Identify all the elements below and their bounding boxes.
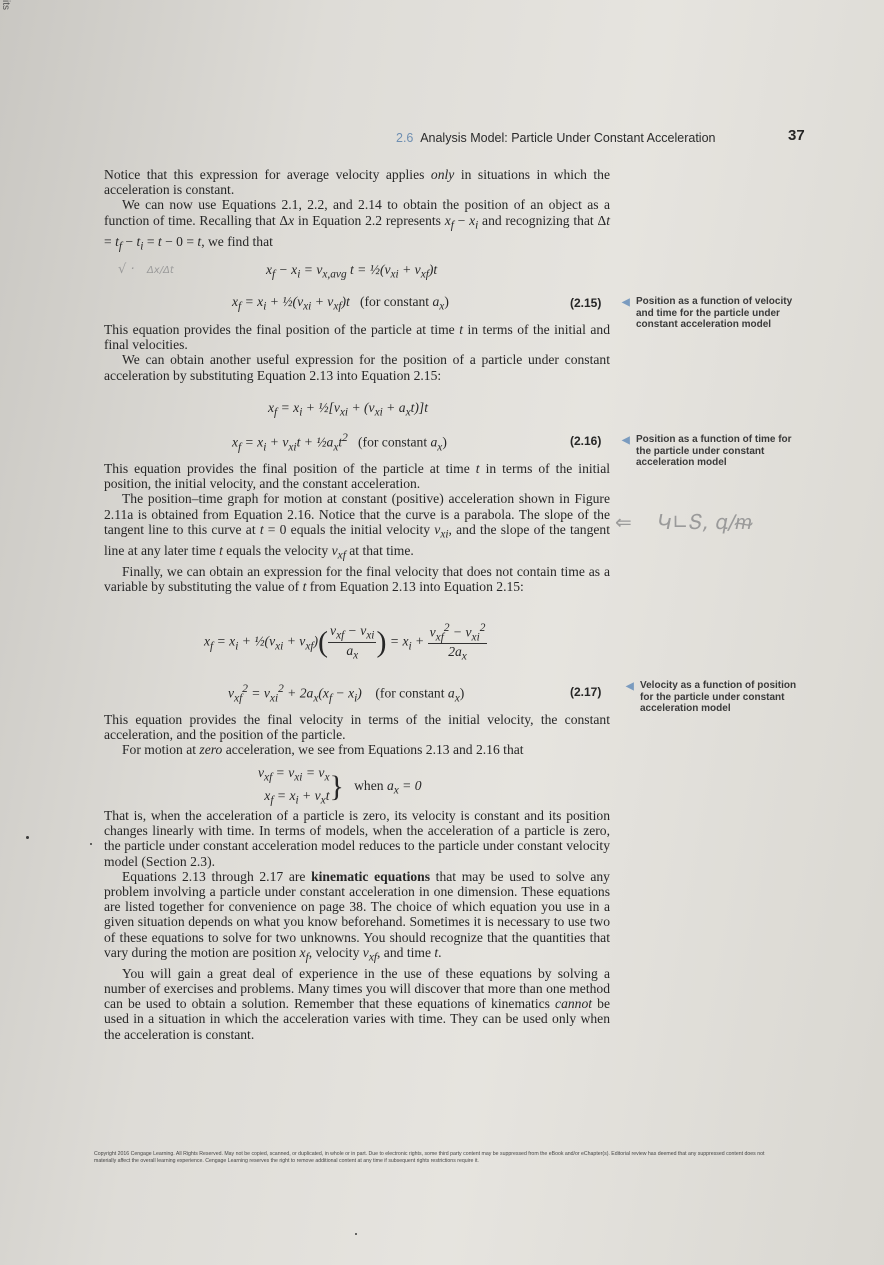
margin-note-position-velocity-time: [622, 296, 796, 331]
paragraph: This equation provides the final position of the particle at time t in terms of the initial and final velocities.: [104, 322, 610, 353]
copyright-footer: Copyright 2016 Cengage Learning. All Rights Reserved. May not be copied, scanned, or duplicated, in whole or in part. Due to electronic rights, some third party content may be suppressed from the eBook and/or eChapter(s). Editorial review has deemed that any suppressed content does not materially affect the overall learning experience. Cengage Learning reserves the right to remove additional content at any time if subsequent rights restrictions require it.: [94, 1151, 765, 1164]
speck: [90, 843, 92, 845]
paragraph: The position–time graph for motion at constant (positive) acceleration shown in Figure 2.11a is obtained from Equation 2.16. Notice that the curve is a parabola. The slope of the tangent line to this curve at t = 0 equals the initial velocity $v_{xi}$, and the slope of the tangent line at any later time t equals the velocity $v_{xf}$ at that time.: [104, 491, 610, 562]
margin-note-position-time: [622, 434, 796, 469]
text-block-2: [104, 322, 610, 383]
triangle-marker-icon: ◀: [626, 681, 634, 692]
margin-note-text: Position as a function of velocity and time for the particle under constant acceleration model: [636, 296, 793, 330]
equation-2-17: $v_{xf}^2 = v_{xi}^2 + 2a_x(x_f - x_i)$ (for constant $a_x$): [228, 683, 465, 705]
text-block-1: [104, 167, 610, 254]
margin-index: its: [0, 0, 11, 10]
equation-2-16: $x_f = x_i + v_{xi}t$ + $\frac{1}{2}a_xt^2$ (for constant $a_x$): [232, 432, 447, 454]
pencil-scribble: √ · Δx/Δt: [118, 262, 174, 277]
speck: [355, 1233, 357, 1235]
section-title: Analysis Model: Particle Under Constant Acceleration: [420, 131, 716, 145]
triangle-marker-icon: ◀: [622, 297, 630, 308]
paragraph: We can now use Equations 2.1, 2.2, and 2.14 to obtain the position of an object as a function of time. Recalling that Δx in Equation 2.2 represents $x_f - x_i$ and recognizing that $\Delta t = t_f - t_i = t - 0 = t$, we find that: [104, 197, 610, 253]
margin-note-velocity-position: [626, 680, 800, 715]
equation-number-2-17: (2.17): [570, 685, 602, 699]
speck: [26, 836, 29, 839]
paragraph: You will gain a great deal of experience in the use of these equations by solving a number of exercises and problems. Many times you will discover that more than one method can be used to obtain a solution. Remember that these equations of kinematics cannot be used in a situation in which the acceleration varies with time. They can be used only when the acceleration is constant.: [104, 965, 610, 1042]
paragraph: Equations 2.13 through 2.17 are kinematic equations that may be used to solve any problem involving a particle under constant acceleration in one dimension. These equations are listed together for convenience on page 38. The choice of which equation you use in a given situation depends on what you know beforehand. Sometimes it is necessary to use two of these equations to solve for two unknowns. You should recognize that the quantities that vary during the motion are position $x_f$, velocity $v_{xf}$, and time t.: [104, 868, 610, 964]
paragraph: For motion at zero acceleration, we see from Equations 2.13 and 2.16 that: [122, 742, 524, 758]
paragraph: Notice that this expression for average velocity applies only in situations in which the acceleration is constant.: [104, 167, 610, 198]
equation-2-15: $x_f = x_i$ + $\frac{1}{2}(v_{xi} + v_{xf})t$ (for constant $a_x$): [232, 294, 449, 313]
margin-note-text: Velocity as a function of position for the particle under constant acceleration model: [640, 680, 797, 714]
running-header: [396, 131, 715, 145]
text-block-3: [104, 461, 610, 594]
triangle-marker-icon: ◀: [622, 435, 630, 446]
paragraph: That is, when the acceleration of a particle is zero, its velocity is constant and its position changes linearly with time. In terms of models, when the acceleration of a particle is zero, the particle under constant acceleration model reduces to the particle under constant velocity model (Section 2.3).: [104, 808, 610, 869]
equation-zero-acceleration: $v_{xf} = v_{xi} = v_x$ $x_f = x_i + v_xt$ } when $a_x = 0$: [258, 765, 422, 807]
paragraph: This equation provides the final velocity in terms of the initial velocity, the constant acceleration, and the position of the particle.: [104, 712, 610, 743]
page-number: 37: [788, 127, 805, 144]
margin-note-text: Position as a function of time for the particle under constant acceleration model: [636, 434, 792, 468]
paragraph: Finally, we can obtain an expression for the final velocity that does not contain time as a variable by substituting the value of t from Equation 2.13 into Equation 2.15:: [104, 563, 610, 594]
pencil-scribble: ⇐ Կ∟Տ, գ∕ᵯ: [615, 510, 752, 534]
paragraph: We can obtain another useful expression for the position of a particle under constant acceleration by substituting Equation 2.13 into Equation 2.15:: [104, 352, 610, 383]
section-number: 2.6: [396, 131, 414, 145]
equation-eliminate-time: $x_f = x_i$ + $\frac{1}{2}(v_{xi} + v_{xf})$( $\frac{v_{xf} - v_{xi}}{a_x}$ ) = $x_i$ + $\frac{v_{xf}^2 - v_{xi}^2}{2a_x}$: [204, 622, 486, 663]
equation-substitution: $x_f = x_i$ + $\frac{1}{2}[v_{xi} + (v_{xi} + a_xt)]t$: [268, 400, 428, 419]
equation-average-velocity: $x_f - x_i = v_{x,avg}$ $t = \frac{1}{2}(v_{xi} + v_{xf})t$: [266, 262, 438, 281]
equation-number-2-15: (2.15): [570, 296, 602, 310]
paragraph: This equation provides the final position of the particle at time t in terms of the initial position, the initial velocity, and the constant acceleration.: [104, 461, 611, 492]
text-block-4: [104, 712, 610, 758]
text-block-5: [104, 808, 610, 1042]
equation-number-2-16: (2.16): [570, 434, 602, 448]
